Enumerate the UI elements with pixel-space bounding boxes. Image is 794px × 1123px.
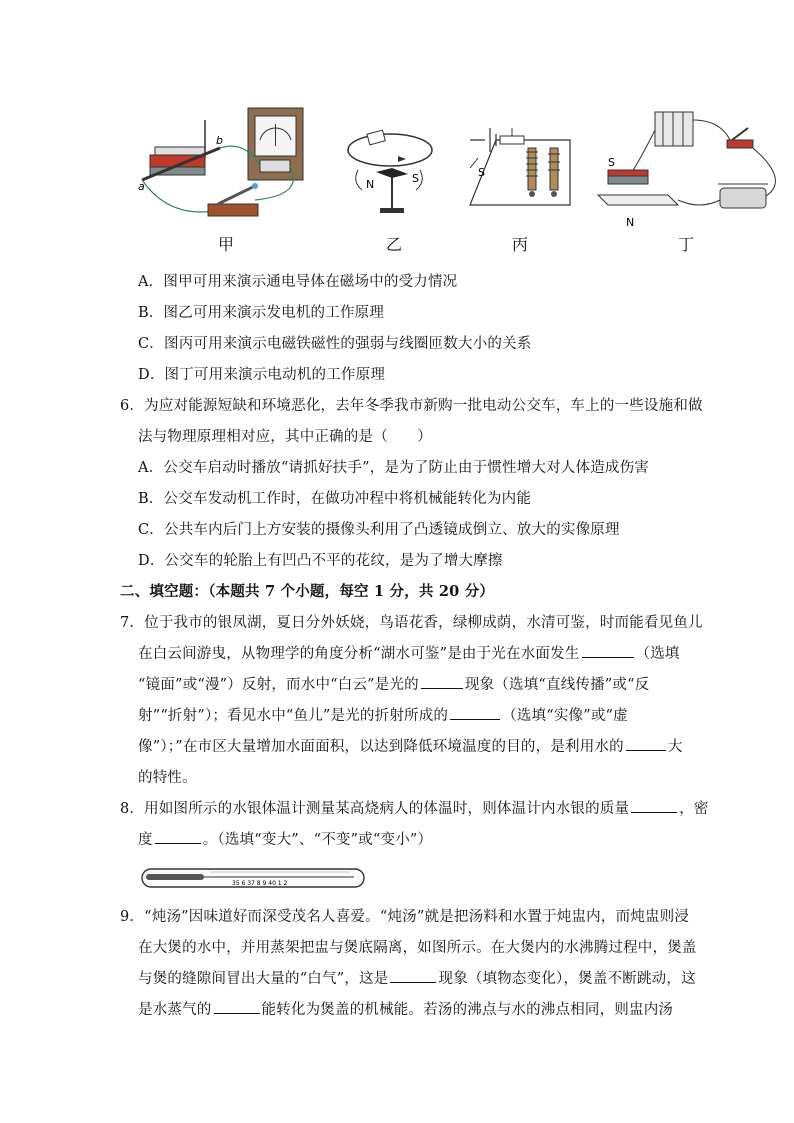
- label-yi-s: S: [412, 172, 419, 185]
- q7-line3-text-a: “镜面”或“漫”）反射，而水中“白云”是光的: [138, 677, 419, 693]
- q7-line6: 的特性。: [138, 770, 197, 786]
- section-fill-blank-title: 二、填空题：（本题共 7 个小题，每空 1 分，共 20 分）: [120, 583, 495, 600]
- q7-line4-text-b: （选填“实像”或“虚: [502, 708, 628, 724]
- q5-option-b: B．图乙可用来演示发电机的工作原理: [138, 305, 385, 321]
- caption-ding: 丁: [678, 235, 695, 254]
- label-bing-s: S: [478, 166, 485, 179]
- q5-option-c: C．图丙可用来演示电磁铁磁性的强弱与线圈匝数大小的关系: [138, 336, 532, 352]
- q6-option-a: A．公交车启动时播放“请抓好扶手”，是为了防止由于惯性增大对人体造成伤害: [138, 460, 649, 476]
- q8-line1-text-a: 8．用如图所示的水银体温计测量某高烧病人的体温时，则体温计内水银的质量: [120, 801, 630, 817]
- q6-option-d: D．公交车的轮胎上有凹凸不平的花纹，是为了增大摩擦: [138, 553, 503, 569]
- figure-ding: [598, 112, 775, 229]
- q9-line3-text-b: 现象（填物态变化），煲盖不断跳动，这: [438, 971, 696, 987]
- q8-blank-1[interactable]: [631, 798, 677, 813]
- q7-blank-2[interactable]: [421, 674, 463, 689]
- thermometer-illustration: [140, 866, 368, 890]
- q7-blank-4[interactable]: [626, 736, 666, 751]
- q6-stem-line1: 6．为应对能源短缺和环境恶化，去年冬季我市新购一批电动公交车，车上的一些设施和做: [120, 398, 703, 414]
- q7-line3: [138, 673, 649, 694]
- q8-line2-text-a: 度: [138, 832, 153, 848]
- q9-line1: 9．“炖汤”因味道好而深受茂名人喜爱。“炖汤”就是把汤料和水置于炖盅内，而炖盅则浸: [120, 909, 690, 925]
- q9-blank-2[interactable]: [214, 999, 260, 1014]
- figure-bing: [470, 128, 570, 205]
- q6-stem-line2: 法与物理原理相对应，其中正确的是（ ）: [138, 429, 432, 445]
- figure-yi: [348, 130, 432, 213]
- q9-line4: [138, 998, 673, 1019]
- q9-line2: 在大煲的水中，并用蒸架把盅与煲底隔离，如图所示。在大煲内的水沸腾过程中，煲盖: [138, 940, 697, 956]
- figure-jia: [138, 108, 303, 216]
- q7-line3-text-b: 现象（选填“直线传播”或“反: [464, 677, 650, 693]
- caption-yi: 乙: [386, 235, 403, 254]
- q6-option-b: B．公交车发动机工作时，在做功冲程中将机械能转化为内能: [138, 491, 532, 507]
- thermometer-scale: 35 6 37 8 9 40 1 2: [232, 880, 288, 887]
- q9-line4-text-b: 能转化为煲盖的机械能。若汤的沸点与水的沸点相同，则盅内汤: [261, 1002, 674, 1018]
- q5-option-d: D．图丁可用来演示电动机的工作原理: [138, 367, 386, 383]
- q7-line4-text-a: 射”“折射”）；看见水中“鱼儿”是光的折射所成的: [138, 708, 449, 724]
- q6-option-c: C．公共车内后门上方安装的摄像头利用了凸透镜成倒立、放大的实像原理: [138, 522, 620, 538]
- q8-line1: [120, 797, 709, 818]
- label-yi-n: N: [366, 178, 375, 191]
- caption-jia: 甲: [218, 235, 235, 254]
- label-ding-n: N: [626, 216, 635, 229]
- q7-line2-text-a: 在白云间游曳，从物理学的角度分析“湖水可鉴”是由于光在水面发生: [138, 646, 580, 662]
- q7-line2: [138, 642, 680, 663]
- q7-line2-text-b: （选填: [635, 646, 680, 662]
- q7-line4: [138, 704, 628, 725]
- q7-line1: 7．位于我市的银凤湖，夏日分外妖娆，鸟语花香，绿柳成荫，水清可鉴，时而能看见鱼儿: [120, 615, 703, 631]
- q8-blank-2[interactable]: [155, 829, 201, 844]
- q7-line5-text-b: 大: [667, 739, 683, 755]
- q8-line1-text-b: ，密: [679, 801, 709, 817]
- label-a: a: [138, 180, 145, 193]
- q7-blank-3[interactable]: [450, 705, 500, 720]
- label-b: b: [216, 134, 223, 147]
- caption-bing: 丙: [512, 235, 529, 254]
- q9-line3-text-a: 与煲的缝隙间冒出大量的“白气”，这是: [138, 971, 389, 987]
- q7-line5-text-a: 像”）；”在市区大量增加水面面积，以达到降低环境温度的目的，是利用水的: [138, 739, 624, 755]
- q5-option-a: A．图甲可用来演示通电导体在磁场中的受力情况: [138, 274, 458, 290]
- q8-line2: [138, 828, 432, 849]
- q7-line5: [138, 735, 683, 756]
- q9-line3: [138, 967, 696, 988]
- q7-blank-1[interactable]: [582, 643, 634, 658]
- q9-line4-text-a: 是水蒸气的: [138, 1002, 212, 1018]
- label-ding-s: S: [608, 156, 615, 169]
- q8-line2-text-b: 。（选填“变大”、“不变”或“变小”）: [202, 832, 433, 848]
- q9-blank-1[interactable]: [390, 968, 436, 983]
